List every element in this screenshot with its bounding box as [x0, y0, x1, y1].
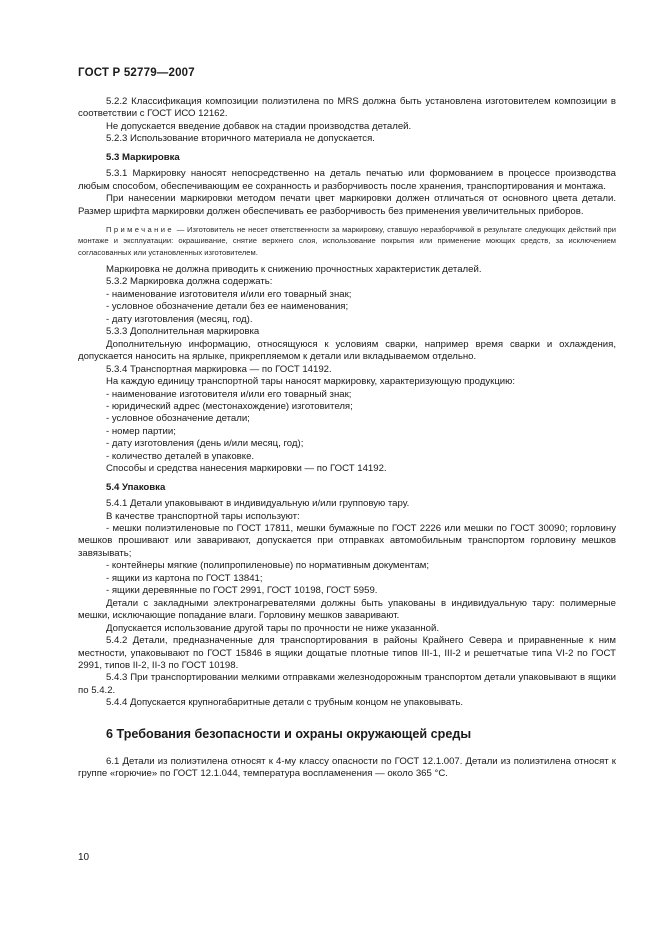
paragraph: Дополнительную информацию, относящуюся к условиям сварки, например время сварки и охлаждения, допускается наносить на ярлыке, прикрепляемом к детали или вкладываемом отдельно.	[78, 338, 616, 363]
paragraph-6-1: 6.1 Детали из полиэтилена относят к 4-му классу опасности по ГОСТ 12.1.007. Детали из полиэтилена относят к группе «горючие» по ГОСТ 12.1.044, температура воспламенения — около 365 °С.	[78, 755, 616, 780]
paragraph: В качестве транспортной тары используют:	[106, 510, 300, 522]
paragraph: Допускается использование другой тары по прочности не ниже указанной.	[106, 622, 439, 634]
paragraph-5-3-3: 5.3.3 Дополнительная маркировка	[106, 326, 260, 338]
paragraph-5-4-1: 5.4.1 Детали упаковывают в индивидуальную и/или групповую тару.	[106, 498, 410, 510]
list-item: - номер партии;	[106, 425, 176, 437]
paragraph-5-4-4: 5.4.4 Допускается крупногабаритные детали с трубным концом не упаковывать.	[106, 697, 464, 709]
note-label: Примечание	[106, 225, 174, 235]
list-item: - мешки полиэтиленовые по ГОСТ 17811, мешки бумажные по ГОСТ 2226 или мешки по ГОСТ 30090; горловину мешков прошивают или заваривают, допускается при отправках автомобильным транспортом горловину мешков завязывать;	[78, 523, 616, 559]
paragraph-5-2-3: 5.2.3 Использование вторичного материала не допускается.	[106, 133, 375, 145]
paragraph-5-3-1: 5.3.1 Маркировку наносят непосредственно на деталь печатью или формованием в процессе производства любым способом, обеспечивающим ее сохранность и разборчивость после хранения, транспортирования и монтажа.	[78, 168, 616, 192]
list-item: - количество деталей в упаковке.	[106, 450, 255, 462]
list-item: - ящики из картона по ГОСТ 13841;	[106, 572, 263, 584]
list-item: - контейнеры мягкие (полипропиленовые) по нормативным документам;	[106, 560, 430, 572]
list-item: - юридический адрес (местонахождение) изготовителя;	[106, 400, 353, 412]
paragraph: Способы и средства нанесения маркировки — по ГОСТ 14192.	[106, 463, 387, 475]
note	[78, 224, 616, 258]
paragraph-5-3-2: 5.3.2 Маркировка должна содержать:	[106, 276, 273, 288]
paragraph-5-2-2: 5.2.2 Классификация композиции полиэтилена по MRS должна быть установлена изготовителем композиции в соответствии с ГОСТ ИСО 12162.	[78, 96, 616, 120]
section-heading-5-3: 5.3 Маркировка	[106, 151, 180, 163]
paragraph: На каждую единицу транспортной тары наносят маркировку, характеризующую продукцию:	[106, 376, 516, 388]
paragraph: При нанесении маркировки методом печати цвет маркировки должен отличаться от основного цвета детали. Размер шрифта маркировки должен обеспечивать ее разборчивость без применения увеличительных приборов.	[78, 193, 616, 217]
list-item: - условное обозначение детали без ее наименования;	[106, 301, 349, 313]
document-body	[78, 96, 616, 781]
paragraph-5-3-4: 5.3.4 Транспортная маркировка — по ГОСТ 14192.	[106, 363, 332, 375]
paragraph-5-4-3: 5.4.3 При транспортировании мелкими отправками железнодорожным транспортом детали упаковывают в ящики по 5.4.2.	[78, 672, 616, 696]
section-heading-5-4: 5.4 Упаковка	[106, 481, 166, 493]
list-item: - дату изготовления (день и/или месяц, год);	[106, 438, 304, 450]
document-header: ГОСТ Р 52779—2007	[78, 67, 195, 79]
paragraph: Не допускается введение добавок на стадии производства деталей.	[106, 120, 412, 132]
list-item: - наименование изготовителя и/или его товарный знак;	[106, 288, 352, 300]
paragraph-5-4-2: 5.4.2 Детали, предназначенные для транспортирования в районы Крайнего Севера и приравненные к ним местности, упаковывают по ГОСТ 15846 в ящики дощатые плотные типов III-1, III-2 и решетчатые типа VI-2 по ГОСТ 2991, типов II-2, II-3 по ГОСТ 10198.	[78, 635, 616, 672]
page-number: 10	[78, 852, 90, 863]
list-item: - условное обозначение детали;	[106, 413, 250, 425]
list-item: - наименование изготовителя и/или его товарный знак;	[106, 388, 352, 400]
note-text: — Изготовитель не несет ответственности за маркировку, ставшую неразборчивой в результате следующих действий при монтаже и эксплуатации: окрашивание, снятие верхнего слоя, использование покрытия или применение моющих средств, за исключением согласованных или установленных изготовителем.	[78, 225, 616, 257]
list-item: - ящики деревянные по ГОСТ 2991, ГОСТ 10198, ГОСТ 5959.	[106, 585, 378, 597]
paragraph: Маркировка не должна приводить к снижению прочностных характеристик деталей.	[106, 263, 482, 275]
section-heading-6: 6 Требования безопасности и охраны окружающей среды	[106, 726, 472, 741]
list-item: - дату изготовления (месяц, год).	[106, 313, 253, 325]
paragraph: Детали с закладными электронагревателями должны быть упакованы в индивидуальную тару: полимерные мешки, исключающие попадание влаги. Горловину мешков заваривают.	[78, 597, 616, 622]
